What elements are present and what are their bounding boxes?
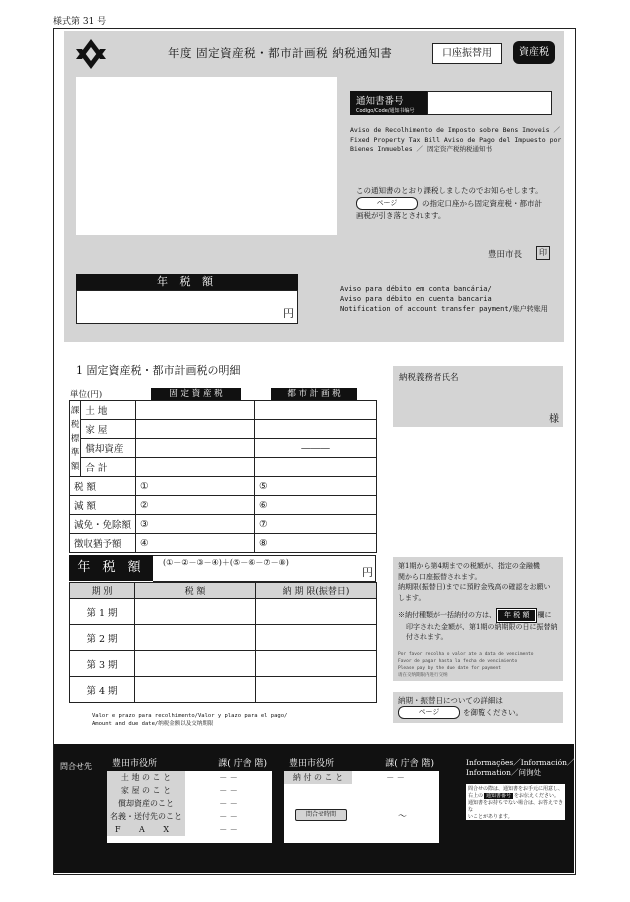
contact-left-table (107, 771, 272, 836)
multilingual-title-line: Fixed Property Tax Bill Aviso de Pago del Impuesto por (350, 135, 562, 144)
table-row (70, 515, 377, 534)
address-window (76, 77, 337, 235)
installment-notice-line: 付されます。 (406, 633, 448, 641)
row-label: 合 計 (81, 458, 136, 477)
taxable-standard-char: 課 (70, 405, 80, 416)
table-row (70, 496, 377, 515)
info-text-line: 右上の (468, 793, 484, 799)
table-row (70, 651, 377, 677)
taxpayer-name-label: 納税義務者氏名 (399, 373, 459, 383)
amount-header: 税 額 (135, 583, 256, 599)
taxable-standard-char: 額 (70, 461, 80, 472)
debit-notice (340, 284, 548, 314)
annual-tax-inline-box: 年 税 額 (497, 609, 536, 622)
debit-notice-line: Aviso para débito en cuenta bancaria (340, 295, 492, 303)
contact-tel: － － (219, 799, 238, 808)
fixed-asset-cell: ④ (136, 534, 255, 553)
city-planning-cell: ――― (255, 439, 377, 458)
notice-number-label: 通知書番号 (356, 96, 404, 107)
info-text-line: 通知書をお持ちでない場合は、お答えできな (468, 800, 563, 813)
contact-topic: 家 屋 の こ と (107, 784, 185, 797)
city-planning-cell (255, 458, 377, 477)
city-planning-cell: ⑥ (255, 496, 377, 515)
table-row (107, 784, 272, 797)
contact-office: 豊田市役所 (112, 759, 158, 769)
period-header: 期 別 (70, 583, 135, 599)
period-label: 第 2 期 (70, 625, 135, 651)
row-label: 土 地 (81, 401, 136, 420)
payment-details-line: 納期・振替日についての詳細は (398, 696, 503, 705)
installment-foreign-text (398, 651, 559, 679)
notice-text-line: の指定口座から固定資産税・都市計 (422, 198, 542, 208)
form-number: 様式第 31 号 (53, 17, 107, 27)
multilingual-title (350, 126, 561, 155)
mayor-seal: 印 (536, 246, 550, 260)
installment-notice-line: 第1期から第4期までの税額が、指定の金融機 (398, 562, 540, 570)
info-text-line: いことがあります。 (468, 814, 513, 820)
installment-notice-line: 欄に (537, 611, 552, 619)
annual-tax-amount (76, 290, 298, 324)
info-text-box (466, 784, 565, 820)
section-title: 1 固定資産税・都市計画税の明細 (76, 364, 241, 377)
taxpayer-name-box (393, 366, 563, 427)
fixed-asset-cell: ③ (136, 515, 255, 534)
payment-footnote-line: Valor e prazo para recolhimento/Valor y plazo para el pago/ (92, 713, 288, 719)
taxable-standard-label (70, 401, 81, 477)
contact-tel: － － (219, 812, 238, 821)
contact-topic: 名義・送付先のこと (107, 810, 185, 823)
table-row (107, 810, 272, 823)
annual-tax-row-label: 年 税 額 (69, 555, 153, 581)
amount-cell (135, 599, 256, 625)
info-title-line: Information／问询处 (466, 768, 542, 777)
row-label: 減免・免除額 (70, 515, 136, 534)
debit-notice-line: Notification of account transfer payment/账户转账用 (340, 305, 548, 313)
installment-foreign-line: Por favor recolha o valor ate a data de vencimento (398, 651, 534, 657)
fixed-asset-cell (136, 420, 255, 439)
table-row (284, 771, 439, 784)
debit-notice-line: Aviso para débito em conta bancária/ (340, 285, 492, 293)
contact-tel: － － (219, 773, 238, 782)
tax-details-table (69, 400, 377, 553)
inquiry-hours-label: 問合せ時間 (295, 809, 347, 821)
notice-text-line: この通知書のとおり課税しましたのでお知らせします。 (356, 186, 543, 195)
info-text-line: をお伝えください。 (514, 793, 560, 799)
payment-schedule-table (69, 582, 377, 703)
row-label: 徴収猶予額 (70, 534, 136, 553)
period-label: 第 1 期 (70, 599, 135, 625)
notice-text-line: 画税が引き落とされます。 (356, 211, 446, 220)
contact-topic: 土 地 の こ と (107, 771, 185, 784)
due-date-cell (256, 677, 377, 703)
installment-notice-line: します。 (398, 593, 426, 602)
multilingual-title-line: Aviso de Recolhimento de Imposto sobre Bens Imoveis ／ (350, 126, 560, 134)
page-reference-box: ページ (356, 197, 418, 210)
annual-tax-unit: 円 (283, 307, 294, 320)
table-row (107, 823, 272, 836)
asset-tax-badge: 資産税 (513, 41, 555, 64)
city-planning-cell (255, 401, 377, 420)
taxable-standard-char: 税 (70, 419, 80, 430)
annual-tax-header: 年 税 額 (76, 274, 298, 290)
notice-text (356, 185, 543, 222)
table-row (70, 677, 377, 703)
installment-notice-line: 納期限(振替日)までに預貯金残高の確認をお願い (398, 583, 551, 591)
annual-tax-row-value (153, 555, 376, 582)
amount-cell (135, 651, 256, 677)
payment-details-line: を御覧ください。 (463, 708, 523, 717)
table-row (70, 420, 377, 439)
installment-notice (393, 557, 563, 681)
payment-footnote-line: Amount and due date/纳税金额以及交纳期限 (92, 721, 214, 727)
table-row (107, 797, 272, 810)
period-label: 第 4 期 (70, 677, 135, 703)
info-text-line: 問合せの際は、通知書をお手元に用意し、 (468, 786, 564, 792)
city-planning-cell: ⑦ (255, 515, 377, 534)
fixed-asset-cell (136, 458, 255, 477)
payment-footnote (92, 712, 287, 728)
taxable-standard-char: 準 (70, 447, 80, 458)
row-label: 家 屋 (81, 420, 136, 439)
installment-foreign-line: 请在交纳期限内进行交纳 (398, 672, 448, 678)
installment-notice-line: ※納付種類が一括納付の方は、 (398, 611, 496, 619)
contact-right-table (284, 771, 439, 784)
page-reference-box: ページ (398, 706, 460, 719)
notice-number-value (427, 91, 552, 115)
table-row (70, 599, 377, 625)
contact-right-header (284, 758, 439, 771)
notice-number-label-box (350, 91, 427, 115)
contact-topic: 納 付 の こ と (284, 771, 352, 784)
taxpayer-honorific: 様 (549, 414, 559, 425)
payment-details-box (393, 692, 563, 723)
row-label: 税 額 (70, 477, 136, 496)
due-date-cell (256, 599, 377, 625)
unit-label: 単位(円) (70, 390, 103, 400)
installment-foreign-line: Please pay by the due date for payment (398, 665, 501, 671)
city-planning-cell: ⑤ (255, 477, 377, 496)
contact-left-header (107, 758, 272, 771)
table-row (70, 401, 377, 420)
inquiry-hours-separator: ～ (398, 812, 408, 822)
account-transfer-label: 口座振替用 (432, 43, 502, 64)
contact-topic: F A X (107, 823, 185, 836)
annual-tax-formula: (①－②－③－④)＋(⑤－⑥－⑦－⑧) (163, 558, 289, 567)
table-row (70, 583, 377, 599)
fixed-asset-cell: ① (136, 477, 255, 496)
fixed-asset-cell (136, 439, 255, 458)
table-row (70, 534, 377, 553)
due-date-cell (256, 651, 377, 677)
city-planning-cell (255, 420, 377, 439)
table-row (70, 625, 377, 651)
due-date-cell (256, 625, 377, 651)
contact-topic: 償却資産のこと (107, 797, 185, 810)
taxable-standard-char: 標 (70, 433, 80, 444)
contact-tel: － － (386, 773, 405, 782)
installment-notice-line: 関から口座振替されます。 (398, 572, 482, 581)
installment-foreign-line: Favor de pagar hasta la fecha de vencimiento (398, 658, 518, 664)
installment-notice-line: 印字された金額が、第1期の納期限の日に振替納 (406, 622, 558, 631)
row-label: 減 額 (70, 496, 136, 515)
info-title (466, 758, 574, 778)
mayor-name: 豊田市長 (488, 250, 523, 260)
fixed-asset-cell (136, 401, 255, 420)
contact-tel: － － (219, 825, 238, 834)
row-label: 償却資産 (81, 439, 136, 458)
contact-tel: － － (219, 786, 238, 795)
info-title-line: Informações／Información／ (466, 758, 575, 767)
multilingual-title-line: Bienes Inmuebles ／ 固定资产税纳税通知书 (350, 145, 492, 153)
due-date-header: 納 期 限(振替日) (256, 583, 377, 599)
table-row (70, 458, 377, 477)
table-row (70, 439, 377, 458)
fixed-asset-cell: ② (136, 496, 255, 515)
annual-tax-row-unit: 円 (362, 566, 373, 579)
contact-section: 課( 庁舎 階) (385, 759, 434, 769)
table-row (70, 477, 377, 496)
amount-cell (135, 625, 256, 651)
amount-cell (135, 677, 256, 703)
city-logo (72, 35, 110, 73)
period-label: 第 3 期 (70, 651, 135, 677)
city-planning-cell: ⑧ (255, 534, 377, 553)
contact-office: 豊田市役所 (289, 759, 335, 769)
info-notice-number-box: 通知書番号 (486, 793, 512, 799)
contact-label: 問合せ先 (60, 762, 92, 771)
contact-section: 課( 庁舎 階) (218, 759, 267, 769)
fixed-asset-tax-header: 固 定 資 産 税 (151, 388, 241, 400)
table-row (107, 771, 272, 784)
city-planning-tax-header: 都 市 計 画 税 (271, 388, 357, 400)
notice-title: 年度 固定資産税・都市計画税 納税通知書 (168, 46, 393, 60)
notice-number-sublabel: Codigo/Code/通知书编号 (356, 108, 415, 114)
